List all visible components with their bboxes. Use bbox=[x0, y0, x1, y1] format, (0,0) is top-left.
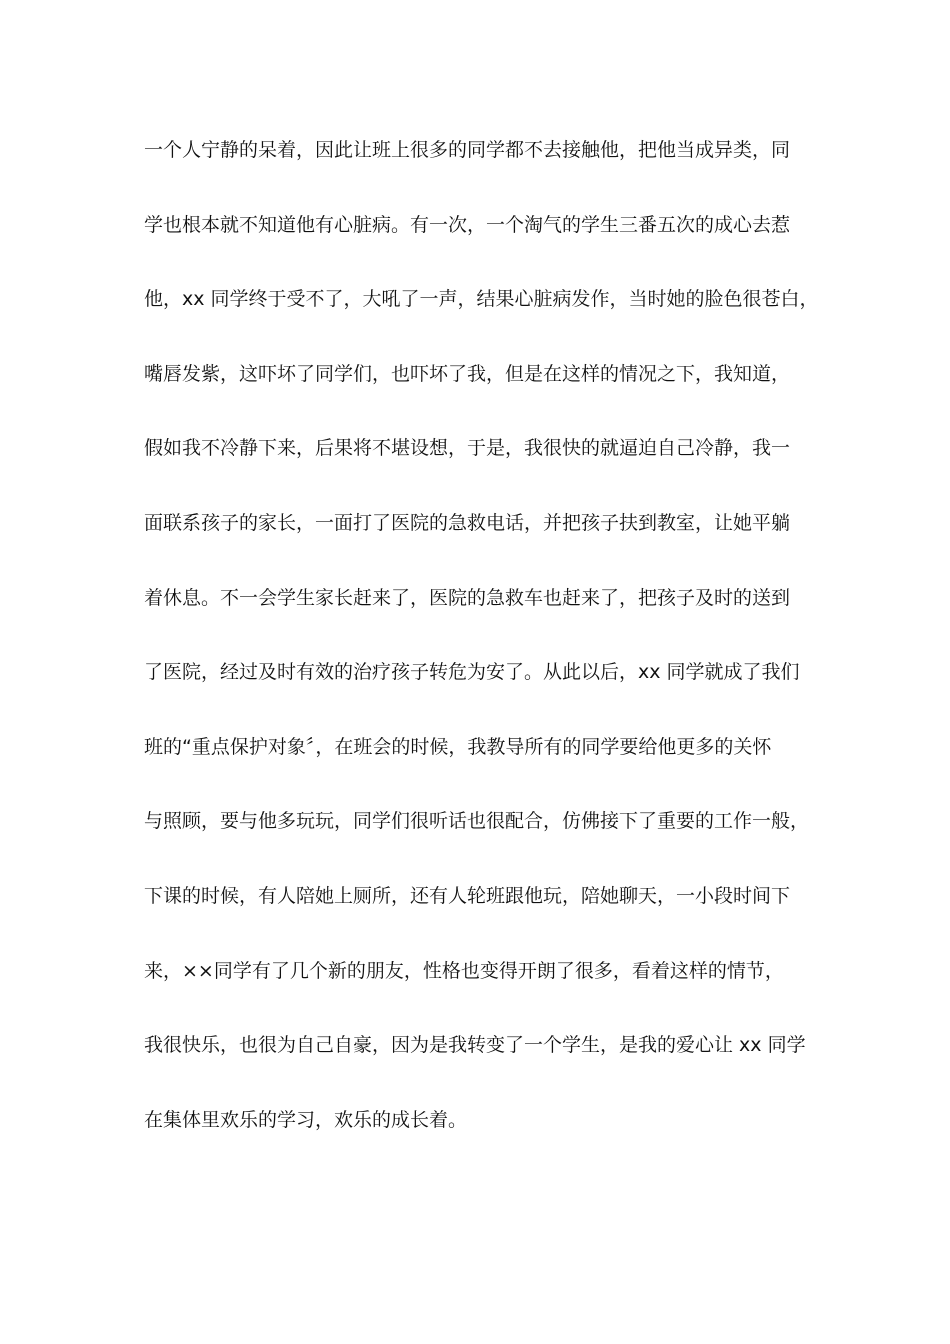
text-line-12: 来，××同学有了几个新的朋友，性格也变得开朗了很多，看着这样的情节， bbox=[144, 959, 784, 982]
text-line-7: 着休息。不一会学生家长赶来了，医院的急救车也赶来了，把孩子及时的送到 bbox=[144, 586, 791, 609]
text-line-13: 我很快乐，也很为自己自豪，因为是我转变了一个学生，是我的爱心让 xx 同学 bbox=[144, 1034, 806, 1057]
text-line-9: 班的“重点保护对象〞，在班会的时候，我教导所有的同学要给他更多的关怀 bbox=[144, 735, 772, 758]
text-line-2: 学也根本就不知道他有心脏病。有一次，一个淘气的学生三番五次的成心去惹 bbox=[144, 213, 791, 236]
text-line-8: 了医院，经过及时有效的治疗孩子转危为安了。从此以后，xx 同学就成了我们 bbox=[144, 661, 800, 684]
body-paragraph bbox=[144, 132, 824, 1176]
text-line-1: 一个人宁静的呆着，因此让班上很多的同学都不去接触他，把他当成异类，同 bbox=[144, 139, 791, 161]
text-line-6: 面联系孩子的家长，一面打了医院的急救电话，并把孩子扶到教室，让她平躺 bbox=[144, 511, 791, 534]
text-line-11: 下课的时候，有人陪她上厕所，还有人轮班跟他玩，陪她聊天，一小段时间下 bbox=[144, 884, 791, 907]
text-line-10: 与照顾，要与他多玩玩，同学们很听话也很配合，仿佛接下了重要的工作一般， bbox=[144, 810, 810, 833]
text-line-5: 假如我不冷静下来，后果将不堪设想，于是，我很快的就逼迫自己冷静，我一 bbox=[144, 437, 791, 460]
text-line-4: 嘴唇发紫，这吓坏了同学们，也吓坏了我，但是在这样的情况之下，我知道， bbox=[144, 362, 791, 385]
text-line-14: 在集体里欢乐的学习，欢乐的成长着。 bbox=[144, 1108, 468, 1131]
text-line-3: 他，xx 同学终于受不了，大吼了一声，结果心脏病发作，当时她的脸色很苍白， bbox=[144, 288, 819, 311]
